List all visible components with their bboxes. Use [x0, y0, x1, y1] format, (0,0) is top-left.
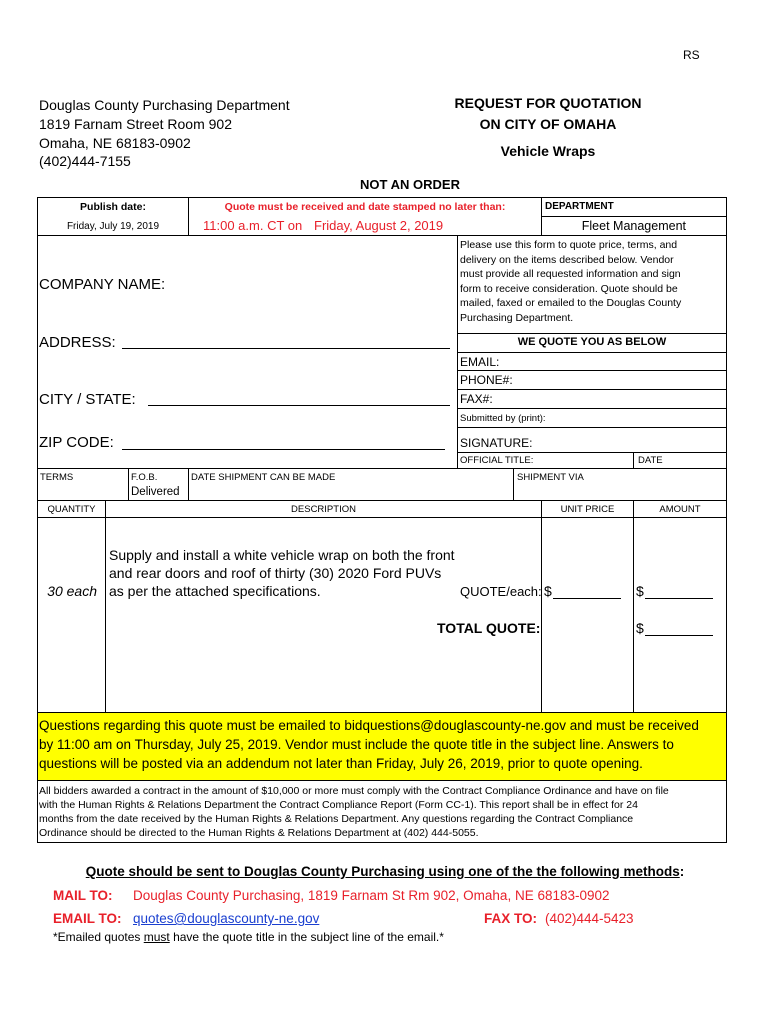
official-title-label: OFFICIAL TITLE:: [460, 455, 534, 466]
quote-each-label: QUOTE/each:: [460, 584, 542, 599]
phone-field[interactable]: [515, 371, 725, 388]
submitted-by-field[interactable]: [555, 409, 725, 426]
amount-column-header: AMOUNT: [659, 504, 701, 515]
zip-code-field[interactable]: [122, 449, 445, 450]
fax-field[interactable]: [495, 390, 725, 407]
description-line: Supply and install a white vehicle wrap on both the front: [109, 547, 455, 563]
description-line: as per the attached specifications.: [109, 583, 321, 599]
fax-label: FAX#:: [460, 392, 493, 406]
document-title-line2: ON CITY OF OMAHA: [479, 116, 617, 132]
description-line: and rear doors and roof of thirty (30) 2020 Ford PUVs: [109, 565, 442, 581]
unit-price-dollar: $: [544, 583, 552, 599]
email-note-after: have the quote title in the subject line of the email.*: [169, 930, 444, 944]
questions-line: by 11:00 am on Thursday, July 25, 2019. Vendor must include the quote title in the subject line. Answers to: [39, 737, 674, 752]
unit-price-field[interactable]: [553, 598, 621, 599]
company-name-field[interactable]: [180, 270, 450, 292]
email-to-label: EMAIL TO:: [53, 911, 122, 926]
email-note-before: *Emailed quotes: [53, 930, 144, 944]
company-name-label: COMPANY NAME:: [39, 276, 166, 293]
deadline-date: Friday, August 2, 2019: [314, 218, 444, 233]
submitted-by-label: Submitted by (print):: [460, 413, 546, 424]
document-title: REQUEST FOR QUOTATION: [454, 95, 642, 111]
amount-field[interactable]: [645, 598, 713, 599]
fax-to-number: (402)444-5423: [545, 911, 634, 926]
address-field[interactable]: [122, 348, 450, 349]
signature-field[interactable]: [540, 429, 725, 451]
instruction-line: must provide all requested information and sign: [460, 268, 681, 280]
email-note-must: must: [143, 930, 170, 944]
email-note: [53, 930, 444, 944]
department-value-text: Fleet Management: [581, 219, 686, 233]
email-field[interactable]: [505, 353, 725, 370]
methods-heading: [0, 864, 770, 879]
deadline-label: Quote must be received and date stamped no later than:: [224, 201, 506, 213]
total-quote-label: TOTAL QUOTE:: [437, 620, 541, 636]
fax-to-label: FAX TO:: [484, 911, 538, 926]
deadline-time: 11:00 a.m. CT on: [203, 218, 303, 233]
publish-date-value: Friday, July 19, 2019: [66, 221, 160, 232]
publish-date-label: Publish date:: [80, 201, 146, 213]
shipment-date-label: DATE SHIPMENT CAN BE MADE: [191, 472, 336, 483]
zip-code-label: ZIP CODE:: [39, 434, 114, 451]
mail-to-label: MAIL TO:: [53, 888, 113, 903]
not-an-order: NOT AN ORDER: [360, 177, 460, 192]
city-state-label: CITY / STATE:: [39, 391, 136, 408]
department-street: 1819 Farnam Street Room 902: [39, 116, 232, 132]
total-amount-field[interactable]: [645, 635, 713, 636]
date-label: DATE: [638, 455, 663, 466]
fob-value: Delivered: [131, 486, 180, 498]
questions-notice: [38, 713, 726, 780]
department-label: DEPARTMENT: [545, 201, 614, 212]
phone-label: PHONE#:: [460, 373, 513, 387]
instruction-line: Purchasing Department.: [460, 312, 574, 324]
quantity-column-header: QUANTITY: [47, 504, 96, 515]
description-column-header: DESCRIPTION: [291, 504, 356, 515]
methods-heading-colon: :: [679, 864, 685, 879]
shipment-via-label: SHIPMENT VIA: [517, 472, 584, 483]
department-city: Omaha, NE 68183-0902: [39, 135, 191, 151]
department-value: [542, 219, 726, 233]
instruction-line: delivery on the items described below. Vendor: [460, 254, 674, 266]
item-quantity: [38, 583, 105, 599]
mail-to-address: Douglas County Purchasing, 1819 Farnam St Rm 902, Omaha, NE 68183-0902: [133, 888, 610, 903]
unit-price-column-header: UNIT PRICE: [560, 504, 615, 515]
total-dollar: $: [636, 620, 644, 636]
instruction-line: Please use this form to quote price, terms, and: [460, 239, 678, 251]
email-label: EMAIL:: [460, 355, 500, 369]
instruction-line: form to receive consideration. Quote should be: [460, 283, 678, 295]
signature-label: SIGNATURE:: [460, 436, 533, 450]
methods-heading-text: Quote should be sent to Douglas County Purchasing using one of the the following methods: [85, 864, 680, 879]
corner-code: RS: [683, 48, 700, 62]
address-label: ADDRESS:: [39, 334, 116, 351]
fob-label: F.O.B.: [131, 472, 158, 483]
compliance-line: months from the date received by the Human Rights & Relations Department. Any questions regarding the Contract Compliance: [39, 813, 634, 825]
compliance-line: with the Human Rights & Relations Department the Contract Compliance Report (Form CC-1). This report shall be in effect for 24: [39, 799, 638, 811]
questions-line: Questions regarding this quote must be emailed to bidquestions@douglascounty-ne.gov and must be received: [39, 718, 699, 733]
instruction-line: mailed, faxed or emailed to the Douglas County: [460, 297, 682, 309]
terms-label: TERMS: [40, 472, 74, 483]
compliance-line: All bidders awarded a contract in the amount of $10,000 or more must comply with the Contract Compliance Ordinance and have on file: [39, 785, 669, 797]
document-subject: Vehicle Wraps: [500, 143, 596, 159]
department-name: Douglas County Purchasing Department: [39, 97, 290, 113]
amount-dollar: $: [636, 583, 644, 599]
questions-line: questions will be posted via an addendum not later than Friday, July 26, 2019, prior to quote opening.: [39, 756, 643, 771]
department-phone: (402)444-7155: [39, 153, 131, 169]
email-to-link[interactable]: quotes@douglascounty-ne.gov: [133, 911, 320, 926]
we-quote-heading: WE QUOTE YOU AS BELOW: [517, 336, 667, 348]
item-quantity-text: 30 each: [47, 583, 97, 599]
compliance-line: Ordinance should be directed to the Human Rights & Relations Department at (402) 444-5055.: [39, 827, 479, 839]
city-state-field[interactable]: [148, 405, 450, 406]
